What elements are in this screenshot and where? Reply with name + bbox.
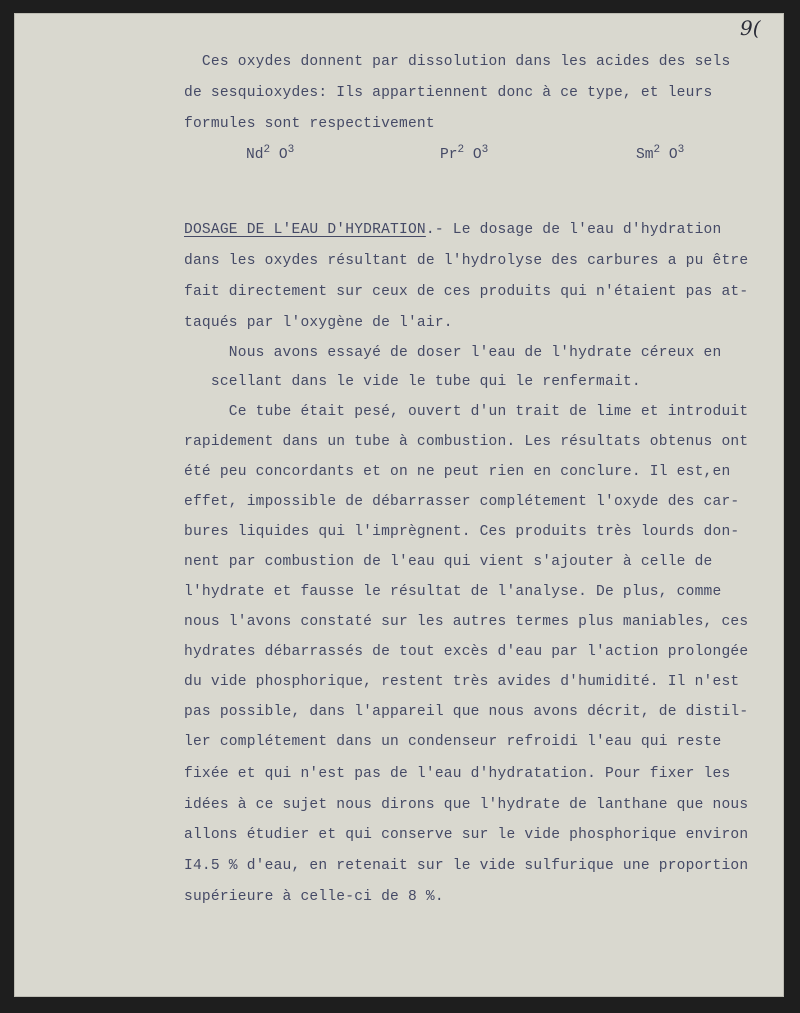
text-line: pas possible, dans l'appareil que nous avons décrit, de distil- bbox=[184, 704, 749, 720]
text-line: nous l'avons constaté sur les autres termes plus maniables, ces bbox=[184, 614, 749, 630]
text-line: Nous avons essayé de doser l'eau de l'hydrate céreux en bbox=[184, 345, 722, 361]
text-line: formules sont respectivement bbox=[184, 116, 435, 132]
text-line: scellant dans le vide le tube qui le renfermait. bbox=[184, 374, 641, 390]
formula-nd: Nd$^2$ $O^3$ bbox=[246, 144, 295, 163]
text-line: fait directement sur ceux de ces produits qui n'étaient pas at- bbox=[184, 284, 749, 300]
formula-pr: Pr$^2$ $O^3$ bbox=[440, 144, 489, 163]
formula-sm: Sm$^2$ $O^3$ bbox=[636, 144, 685, 163]
text-line: de sesquioxydes: Ils appartiennent donc à ce type, et leurs bbox=[184, 85, 713, 101]
text-line: taqués par l'oxygène de l'air. bbox=[184, 315, 453, 331]
text-line: dans les oxydes résultant de l'hydrolyse des carbures a pu être bbox=[184, 253, 749, 269]
section-heading: DOSAGE DE L'EAU D'HYDRATION bbox=[184, 222, 426, 238]
text-line: bures liquides qui l'imprègnent. Ces produits très lourds don- bbox=[184, 524, 740, 540]
text-line: I4.5 % d'eau, en retenait sur le vide sulfurique une proportion bbox=[184, 858, 749, 874]
text-line: rapidement dans un tube à combustion. Les résultats obtenus ont bbox=[184, 434, 749, 450]
text-line: Ce tube était pesé, ouvert d'un trait de lime et introduit bbox=[184, 404, 749, 420]
text-line: été peu concordants et on ne peut rien en conclure. Il est,en bbox=[184, 464, 731, 480]
text-line: hydrates débarrassés de tout excès d'eau par l'action prolongée bbox=[184, 644, 749, 660]
text-line: ler complétement dans un condenseur refroidi l'eau qui reste bbox=[184, 734, 722, 750]
page-number: 9( bbox=[740, 16, 761, 40]
text-line: du vide phosphorique, restent très avides d'humidité. Il n'est bbox=[184, 674, 740, 690]
text-line: allons étudier et qui conserve sur le vide phosphorique environ bbox=[184, 827, 749, 843]
heading-continuation: .- Le dosage de l'eau d'hydration bbox=[425, 222, 722, 238]
text-line: Ces oxydes donnent par dissolution dans les acides des sels bbox=[184, 54, 731, 70]
text-line: fixée et qui n'est pas de l'eau d'hydratation. Pour fixer les bbox=[184, 766, 731, 782]
text-line: l'hydrate et fausse le résultat de l'analyse. De plus, comme bbox=[184, 584, 722, 600]
text-line: effet, impossible de débarrasser complétement l'oxyde des car- bbox=[184, 494, 740, 510]
text-line: idées à ce sujet nous dirons que l'hydrate de lanthane que nous bbox=[184, 797, 749, 813]
section-heading-line bbox=[184, 222, 721, 238]
text-line: supérieure à celle-ci de 8 %. bbox=[184, 889, 444, 905]
text-line: nent par combustion de l'eau qui vient s'ajouter à celle de bbox=[184, 554, 713, 570]
